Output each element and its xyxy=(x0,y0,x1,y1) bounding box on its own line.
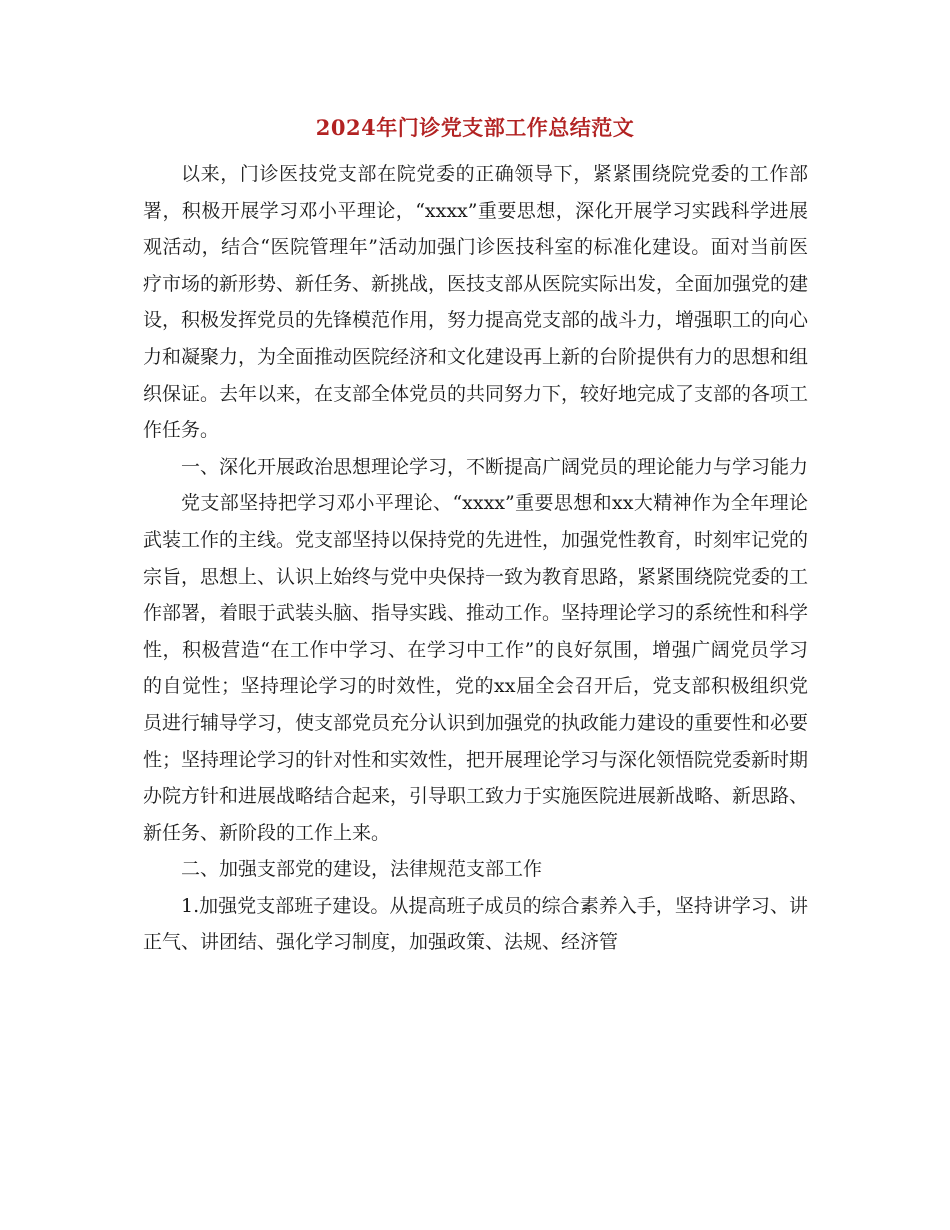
section-heading-2: 二、加强支部党的建设，法律规范支部工作 xyxy=(181,858,543,881)
document-title: 2024年门诊党支部工作总结范文 xyxy=(315,115,635,140)
paragraph-section-1: 党支部坚持把学习邓小平理论、“xxxx”重要思想和xx大精神作为全年理论武装工作的主线。党支部坚持以保持党的先进性，加强党性教育，时刻牢记党的宗旨，思想上、认识上始终与党中央保持一致为教育思路，紧紧围绕院党委的工作部署，着眼于武装头脑、指导实践、推动工作。坚持理论学习的系统性和科学性，积极营造“在工作中学习、在学习中工作”的良好氛围，增强广阔党员学习的自觉性；坚持理论学习的时效性，党的xx届全会召开后，党支部积极组织党员进行辅导学习，使支部党员充分认识到加强党的执政能力建设的重要性和必要性；坚持理论学习的针对性和实效性，把开展理论学习与深化领悟院党委新时期办院方针和进展战略结合起来，引导职工致力于实施医院进展新战略、新思路、新任务、新阶段的工作上来。 xyxy=(143,492,809,844)
paragraph-intro: 以来，门诊医技党支部在院党委的正确领导下，紧紧围绕院党委的工作部署，积极开展学习邓小平理论，“xxxx”重要思想，深化开展学习实践科学进展观活动，结合“医院管理年”活动加强门诊医技科室的标准化建设。面对当前医疗市场的新形势、新任务、新挑战，医技支部从医院实际出发，全面加强党的建设，积极发挥党员的先锋模范作用，努力提高党支部的战斗力，增强职工的向心力和凝聚力，为全面推动医院经济和文化建设再上新的台阶提供有力的思想和组织保证。去年以来，在支部全体党员的共同努力下，较好地完成了支部的各项工作任务。 xyxy=(143,163,809,442)
document-body xyxy=(143,156,808,961)
paragraph-section-2-item-1: 1.加强党支部班子建设。从提高班子成员的综合素养入手，坚持讲学习、讲正气、讲团结、强化学习制度，加强政策、法规、经济管 xyxy=(143,894,808,954)
section-heading-1: 一、深化开展政治思想理论学习，不断提高广阔党员的理论能力与学习能力 xyxy=(181,455,809,478)
